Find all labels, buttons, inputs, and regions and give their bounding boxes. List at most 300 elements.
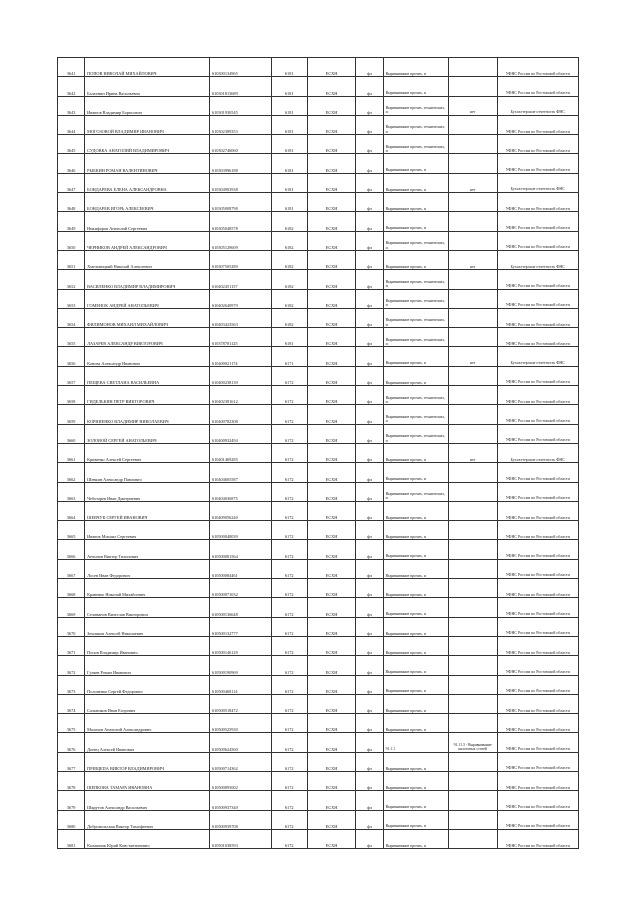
row-number-cell: 3658 [58, 386, 85, 405]
department-cell: УФНС России по Ростовской области [497, 733, 578, 752]
row-number-cell: 3660 [58, 424, 85, 443]
row-number-cell: 3675 [58, 714, 85, 733]
taxpayer-name-cell: Малахов Анатолий Александрович [85, 714, 210, 733]
person-type-cell: фл [356, 193, 383, 212]
person-type-cell: фл [356, 656, 383, 675]
taxpayer-name-cell: ЗОЛОВОЙ СЕРГЕЙ АНАТОЛЬЕВИЧ [85, 424, 210, 443]
tax-regime-cell: ЕСХН [307, 270, 356, 289]
table-row [58, 463, 579, 482]
person-type-cell: фл [356, 154, 383, 173]
taxpayer-name-cell: Кравенко Николай Михайлович [85, 579, 210, 598]
activity-description-cell: Выравнивание прочих, технических, и [383, 231, 448, 250]
taxpayer-name-cell: ПРИЩЕПА ВИКТОР ВЛАДИМИРОВИЧ [85, 752, 210, 771]
row-number-cell: 3666 [58, 540, 85, 559]
person-type-cell: фл [356, 231, 383, 250]
person-type-cell: фл [356, 829, 383, 848]
department-cell: Бухгалтерские отчетность ФНС [497, 250, 578, 269]
row-number-cell: 3681 [58, 829, 85, 848]
table-row [58, 501, 579, 520]
row-number-cell: 3671 [58, 636, 85, 655]
person-type-cell: фл [356, 347, 383, 366]
extra-note-cell [448, 636, 497, 655]
activity-description-cell: Выравнивание прочих, и [383, 656, 448, 675]
inn-number-cell: 610402451157 [209, 270, 271, 289]
inn-number-cell: 610500895002 [209, 771, 271, 790]
tax-regime-cell: ЕСХН [307, 347, 356, 366]
extra-note-cell [448, 77, 497, 96]
activity-description-cell: Выравнивание прочих, и [383, 347, 448, 366]
tax-office-code-cell: 6182 [271, 231, 307, 250]
table-row [58, 212, 579, 231]
extra-note-cell [448, 231, 497, 250]
inn-number-cell: 610305008798 [209, 193, 271, 212]
tax-office-code-cell: 6182 [271, 212, 307, 231]
table-row [58, 540, 579, 559]
taxpayer-name-cell: БОНДАРЕВ ИГОРЬ АЛЕКСЕЕВИЧ [85, 193, 210, 212]
tax-regime-cell: ЕСХН [307, 58, 356, 77]
table-row [58, 154, 579, 173]
tax-office-code-cell: 6181 [271, 328, 307, 347]
activity-description-cell: Выравнивание прочих, технических, и [383, 308, 448, 327]
department-cell: УФНС России по Ростовской области [497, 463, 578, 482]
taxpayer-name-cell: ФИЛИМОНОВ МИХАИЛ МИХАЙЛОВИЧ [85, 308, 210, 327]
extra-note-cell [448, 154, 497, 173]
table-row [58, 424, 579, 443]
person-type-cell: фл [356, 386, 383, 405]
table-row [58, 694, 579, 713]
tax-regime-cell: ЕСХН [307, 463, 356, 482]
activity-description-cell: Выравнивание прочих, и [383, 598, 448, 617]
tax-regime-cell: ЕСХН [307, 733, 356, 752]
row-number-cell: 3668 [58, 579, 85, 598]
tax-office-code-cell: 6171 [271, 347, 307, 366]
tax-regime-cell: ЕСХН [307, 579, 356, 598]
extra-note-cell [448, 598, 497, 617]
taxpayer-name-cell: ГОМЕНОК АНДРЕЙ АНАТОЛЬЕВИЧ [85, 289, 210, 308]
tax-office-code-cell: 6182 [271, 270, 307, 289]
taxpayer-name-cell: Шкрутов Александр Васильевич [85, 791, 210, 810]
extra-note-cell [448, 791, 497, 810]
table-row [58, 675, 579, 694]
inn-number-cell: 610500084461 [209, 559, 271, 578]
person-type-cell: фл [356, 173, 383, 192]
taxpayer-name-cell: Полоненко Сергей Федорович [85, 675, 210, 694]
extra-note-cell [448, 463, 497, 482]
tax-office-code-cell: 6182 [271, 308, 307, 327]
tax-office-code-cell: 6172 [271, 443, 307, 462]
activity-description-cell: Выравнивание прочих, технических, и [383, 135, 448, 154]
table-row [58, 656, 579, 675]
row-number-cell: 3673 [58, 675, 85, 694]
row-number-cell: 3672 [58, 656, 85, 675]
table-row [58, 173, 579, 192]
extra-note-cell [448, 829, 497, 848]
department-cell: УФНС России по Ростовской области [497, 810, 578, 829]
row-number-cell: 3659 [58, 405, 85, 424]
tax-office-code-cell: 6172 [271, 829, 307, 848]
row-number-cell: 3649 [58, 212, 85, 231]
inn-number-cell: 610302389353 [209, 115, 271, 134]
activity-description-cell: Выравнивание прочих, и [383, 173, 448, 192]
inn-number-cell: 610403423563 [209, 308, 271, 327]
inn-number-cell: 610500468114 [209, 675, 271, 694]
tax-office-code-cell: 6172 [271, 810, 307, 829]
department-cell: УФНС России по Ростовской области [497, 231, 578, 250]
person-type-cell: фл [356, 366, 383, 385]
activity-description-cell: Выравнивание прочих, и [383, 791, 448, 810]
person-type-cell: фл [356, 212, 383, 231]
department-cell: УФНС России по Ростовской области [497, 366, 578, 385]
taxpayer-name-cell: БОНДАРЕВА ЕЛЕНА АЛЕКСАНДРОВНА [85, 173, 210, 192]
taxpayer-name-cell: Чеботарев Иван Дмитриевич [85, 482, 210, 501]
table-row [58, 250, 579, 269]
department-cell: УФНС России по Ростовской области [497, 598, 578, 617]
tax-regime-cell: ЕСХН [307, 115, 356, 134]
taxpayer-name-cell: Ивашов Владимир Борисович [85, 96, 210, 115]
inn-number-cell: 610378701125 [209, 328, 271, 347]
activity-description-cell: Выравнивание прочих, и [383, 193, 448, 212]
department-cell: УФНС России по Ростовской области [497, 270, 578, 289]
department-cell: УФНС России по Ростовской области [497, 405, 578, 424]
tax-office-code-cell: 6172 [271, 521, 307, 540]
table-row [58, 733, 579, 752]
taxpayer-name-cell: ВАСИЛЕНКО ВЛАДИМИР ВЛАДИМИРОВИЧ [85, 270, 210, 289]
row-number-cell: 3664 [58, 501, 85, 520]
person-type-cell: фл [356, 636, 383, 655]
extra-note-cell [448, 58, 497, 77]
taxpayer-name-cell: МОГОЗОВОЙ ВЛАДИМИР ИВАНОВИЧ [85, 115, 210, 134]
row-number-cell: 3656 [58, 347, 85, 366]
extra-note-cell [448, 424, 497, 443]
extra-note-cell [448, 752, 497, 771]
activity-description-cell: Выравнивание прочих, и [383, 58, 448, 77]
tax-regime-cell: ЕСХН [307, 694, 356, 713]
department-cell: УФНС России по Ростовской области [497, 115, 578, 134]
tax-regime-cell: ЕСХН [307, 598, 356, 617]
tax-regime-cell: ЕСХН [307, 424, 356, 443]
tax-office-code-cell: 6182 [271, 289, 307, 308]
row-number-cell: 3651 [58, 250, 85, 269]
tax-office-code-cell: 6172 [271, 579, 307, 598]
row-number-cell: 3670 [58, 617, 85, 636]
activity-description-cell: Выравнивание прочих, технических, и [383, 270, 448, 289]
row-number-cell: 3647 [58, 173, 85, 192]
tax-regime-cell: ЕСХН [307, 559, 356, 578]
activity-description-cell: Выравнивание прочих, и [383, 77, 448, 96]
table-row [58, 135, 579, 154]
row-number-cell: 3662 [58, 463, 85, 482]
inn-number-cell: 610500071032 [209, 579, 271, 598]
person-type-cell: фл [356, 135, 383, 154]
taxpayer-name-cell: СУДОВКА АНАТОЛИЙ ВЛАДИМИРОВИЧ [85, 135, 210, 154]
inn-number-cell: 610302746060 [209, 135, 271, 154]
person-type-cell: фл [356, 598, 383, 617]
table-row [58, 58, 579, 77]
activity-description-cell: Выравнивание прочих, и [383, 250, 448, 269]
tax-regime-cell: ЕСХН [307, 154, 356, 173]
department-cell: УФНС России по Ростовской области [497, 386, 578, 405]
extra-note-cell [448, 521, 497, 540]
row-number-cell: 3641 [58, 58, 85, 77]
department-cell: УФНС России по Ростовской области [497, 289, 578, 308]
department-cell: УФНС России по Ростовской области [497, 154, 578, 173]
department-cell: УФНС России по Ростовской области [497, 771, 578, 790]
activity-description-cell: Выравнивание прочих, и [383, 636, 448, 655]
inn-number-cell: 610500132777 [209, 617, 271, 636]
activity-description-cell: Выравнивание прочих, и [383, 617, 448, 636]
activity-description-cell: Выравнивание прочих, технических, и [383, 328, 448, 347]
tax-office-code-cell: 6181 [271, 58, 307, 77]
activity-description-cell: Выравнивание прочих, и [383, 752, 448, 771]
department-cell: УФНС России по Ростовской области [497, 694, 578, 713]
department-cell: УФНС России по Ростовской области [497, 636, 578, 655]
inn-number-cell: 610305048578 [209, 212, 271, 231]
inn-number-cell: 610402640979 [209, 289, 271, 308]
tax-office-code-cell: 6181 [271, 96, 307, 115]
activity-description-cell: Выравнивание прочих, и [383, 579, 448, 598]
tax-office-code-cell: 6181 [271, 77, 307, 96]
table-row [58, 482, 579, 501]
row-number-cell: 3678 [58, 771, 85, 790]
tax-office-code-cell: 6181 [271, 115, 307, 134]
inn-number-cell: 610305129609 [209, 231, 271, 250]
tax-regime-cell: ЕСХН [307, 501, 356, 520]
tax-office-code-cell: 6181 [271, 154, 307, 173]
person-type-cell: фл [356, 752, 383, 771]
extra-note-cell [448, 386, 497, 405]
tax-office-code-cell: 6172 [271, 656, 307, 675]
inn-number-cell: 610500146129 [209, 636, 271, 655]
taxpayer-name-cell: РЫБКИН РОМАН ВАЛЕНТИНОВИЧ [85, 154, 210, 173]
taxpayer-name-cell: Селиванов Вячеслав Викторович [85, 598, 210, 617]
row-number-cell: 3667 [58, 559, 85, 578]
tax-office-code-cell: 6181 [271, 193, 307, 212]
taxpayer-name-cell: Лосев Иван Федорович [85, 559, 210, 578]
extra-note-cell [448, 328, 497, 347]
tax-office-code-cell: 6172 [271, 733, 307, 752]
extra-note-cell [448, 559, 497, 578]
inn-number-cell: 610401469285 [209, 443, 271, 462]
person-type-cell: фл [356, 96, 383, 115]
inn-number-cell: 610304903938 [209, 173, 271, 192]
tax-office-code-cell: 6172 [271, 559, 307, 578]
extra-note-cell [448, 714, 497, 733]
extra-note-cell: нет [448, 173, 497, 192]
tax-regime-cell: ЕСХН [307, 752, 356, 771]
taxpayer-name-cell: ЧЕРНИКОВ АНДРЕЙ АЛЕКСАНДРОВИЧ [85, 231, 210, 250]
table-row [58, 714, 579, 733]
extra-note-cell [448, 675, 497, 694]
taxpayer-name-cell: Хмельницкий Николай Алексеевич [85, 250, 210, 269]
table-row [58, 771, 579, 790]
extra-note-cell [448, 135, 497, 154]
row-number-cell: 3652 [58, 270, 85, 289]
tax-regime-cell: ЕСХН [307, 443, 356, 462]
person-type-cell: фл [356, 733, 383, 752]
taxpayer-name-cell: КОРНИЕНКО ВЛАДИМИР НИКОЛАЕВИЧ [85, 405, 210, 424]
activity-description-cell: Выравнивание прочих, и [383, 675, 448, 694]
person-type-cell: фл [356, 405, 383, 424]
person-type-cell: фл [356, 58, 383, 77]
person-type-cell: фл [356, 579, 383, 598]
department-cell: Бухгалтерские отчетность ФНС [497, 173, 578, 192]
table-row [58, 96, 579, 115]
tax-regime-cell: ЕСХН [307, 405, 356, 424]
tax-regime-cell: ЕСХН [307, 173, 356, 192]
department-cell: УФНС России по Ростовской области [497, 675, 578, 694]
activity-description-cell: 91.1.1 [383, 733, 448, 752]
extra-note-cell [448, 771, 497, 790]
activity-description-cell: Выравнивание прочих, и [383, 540, 448, 559]
department-cell: Бухгалтерские отчетность ФНС [497, 443, 578, 462]
taxpayer-name-cell: Попов Владимир Иванович [85, 636, 210, 655]
tax-office-code-cell: 6172 [271, 405, 307, 424]
extra-note-cell [448, 289, 497, 308]
inn-number-cell: 610301813689 [209, 77, 271, 96]
department-cell: УФНС России по Ростовской области [497, 58, 578, 77]
row-number-cell: 3645 [58, 135, 85, 154]
person-type-cell: фл [356, 424, 383, 443]
inn-number-cell: 610404036875 [209, 482, 271, 501]
table-row [58, 598, 579, 617]
tax-regime-cell: ЕСХН [307, 135, 356, 154]
taxpayer-name-cell: Гуляев Роман Иванович [85, 656, 210, 675]
department-cell: УФНС России по Ростовской области [497, 829, 578, 848]
department-cell: УФНС России по Ростовской области [497, 212, 578, 231]
inn-number-cell: 610500190969 [209, 656, 271, 675]
tax-office-code-cell: 6172 [271, 598, 307, 617]
tax-office-code-cell: 6172 [271, 617, 307, 636]
tax-regime-cell: ЕСХН [307, 386, 356, 405]
tax-regime-cell: ЕСХН [307, 328, 356, 347]
activity-description-cell: Выравнивание прочих, и [383, 694, 448, 713]
person-type-cell: фл [356, 443, 383, 462]
table-row [58, 115, 579, 134]
department-cell: УФНС России по Ростовской области [497, 193, 578, 212]
person-type-cell: фл [356, 791, 383, 810]
tax-office-code-cell: 6172 [271, 386, 307, 405]
tax-office-code-cell: 6172 [271, 540, 307, 559]
tax-regime-cell: ЕСХН [307, 656, 356, 675]
inn-number-cell: 610500714362 [209, 752, 271, 771]
tax-regime-cell: ЕСХН [307, 829, 356, 848]
person-type-cell: фл [356, 675, 383, 694]
activity-description-cell: Выравнивание прочих, технических, и [383, 289, 448, 308]
inn-number-cell: 610409056240 [209, 501, 271, 520]
extra-note-cell [448, 579, 497, 598]
activity-description-cell: Выравнивание прочих, и [383, 366, 448, 385]
table-row [58, 347, 579, 366]
taxpayer-name-cell: Балахнин Ирина Васильевна [85, 77, 210, 96]
inn-number-cell: 610400932494 [209, 424, 271, 443]
department-cell: УФНС России по Ростовской области [497, 540, 578, 559]
person-type-cell: фл [356, 810, 383, 829]
person-type-cell: фл [356, 77, 383, 96]
taxpayer-name-cell: Кривенко Алексей Сергеевич [85, 443, 210, 462]
person-type-cell: фл [356, 482, 383, 501]
person-type-cell: фл [356, 714, 383, 733]
person-type-cell: фл [356, 270, 383, 289]
table-row [58, 521, 579, 540]
tax-regime-cell: ЕСХН [307, 212, 356, 231]
row-number-cell: 3653 [58, 289, 85, 308]
inn-number-cell: 610500525930 [209, 714, 271, 733]
taxpayer-table [57, 57, 579, 849]
table-row [58, 328, 579, 347]
table-row [58, 405, 579, 424]
row-number-cell: 3676 [58, 733, 85, 752]
inn-number-cell: 610500937340 [209, 791, 271, 810]
inn-number-cell: 610400782308 [209, 405, 271, 424]
table-row [58, 810, 579, 829]
activity-description-cell: Выравнивание прочих, и [383, 559, 448, 578]
inn-number-cell: 610307505289 [209, 250, 271, 269]
tax-regime-cell: ЕСХН [307, 96, 356, 115]
department-cell: УФНС России по Ростовской области [497, 328, 578, 347]
inn-number-cell: 610500081564 [209, 540, 271, 559]
table-row [58, 366, 579, 385]
inn-number-cell: 610400021174 [209, 347, 271, 366]
extra-note-cell: нет [448, 347, 497, 366]
department-cell: УФНС России по Ростовской области [497, 521, 578, 540]
extra-note-cell [448, 617, 497, 636]
person-type-cell: фл [356, 463, 383, 482]
taxpayer-name-cell: ПЕЩЕВА СВЕТЛАНА ВАСИЛЬЕВНА [85, 366, 210, 385]
taxpayer-name-cell: Антонов Виктор Тихонович [85, 540, 210, 559]
inn-number-cell: 610400238139 [209, 366, 271, 385]
inn-number-cell: 610300134965 [209, 58, 271, 77]
tax-regime-cell: ЕСХН [307, 810, 356, 829]
table-row [58, 231, 579, 250]
table-row [58, 791, 579, 810]
row-number-cell: 3679 [58, 791, 85, 810]
tax-office-code-cell: 6172 [271, 675, 307, 694]
row-number-cell: 3643 [58, 96, 85, 115]
person-type-cell: фл [356, 559, 383, 578]
taxpayer-name-cell: Донец Алексей Иванович [85, 733, 210, 752]
extra-note-cell [448, 810, 497, 829]
department-cell: УФНС России по Ростовской области [497, 656, 578, 675]
taxpayer-name-cell: Никифоров Анатолий Сергеевич [85, 212, 210, 231]
tax-office-code-cell: 6172 [271, 366, 307, 385]
tax-office-code-cell: 6172 [271, 501, 307, 520]
department-cell: Бухгалтерские отчетность ФНС [497, 347, 578, 366]
tax-regime-cell: ЕСХН [307, 540, 356, 559]
tax-office-code-cell: 6172 [271, 752, 307, 771]
person-type-cell: фл [356, 617, 383, 636]
extra-note-cell [448, 540, 497, 559]
table-row [58, 386, 579, 405]
tax-regime-cell: ЕСХН [307, 482, 356, 501]
row-number-cell: 3654 [58, 308, 85, 327]
tax-regime-cell: ЕСХН [307, 77, 356, 96]
department-cell: УФНС России по Ростовской области [497, 308, 578, 327]
department-cell: Бухгалтерские отчетность ФНС [497, 96, 578, 115]
tax-regime-cell: ЕСХН [307, 617, 356, 636]
department-cell: УФНС России по Ростовской области [497, 559, 578, 578]
person-type-cell: фл [356, 328, 383, 347]
tax-regime-cell: ЕСХН [307, 231, 356, 250]
person-type-cell: фл [356, 771, 383, 790]
taxpayer-name-cell: ШЕВЧУК СЕРГЕЙ ИВАНОВИЧ [85, 501, 210, 520]
tax-regime-cell: ЕСХН [307, 308, 356, 327]
inn-number-cell: 610501038593 [209, 829, 271, 848]
person-type-cell: фл [356, 694, 383, 713]
tax-office-code-cell: 6172 [271, 482, 307, 501]
extra-note-cell: нет [448, 96, 497, 115]
tax-office-code-cell: 6172 [271, 771, 307, 790]
activity-description-cell: Выравнивание прочих, технических, и [383, 405, 448, 424]
